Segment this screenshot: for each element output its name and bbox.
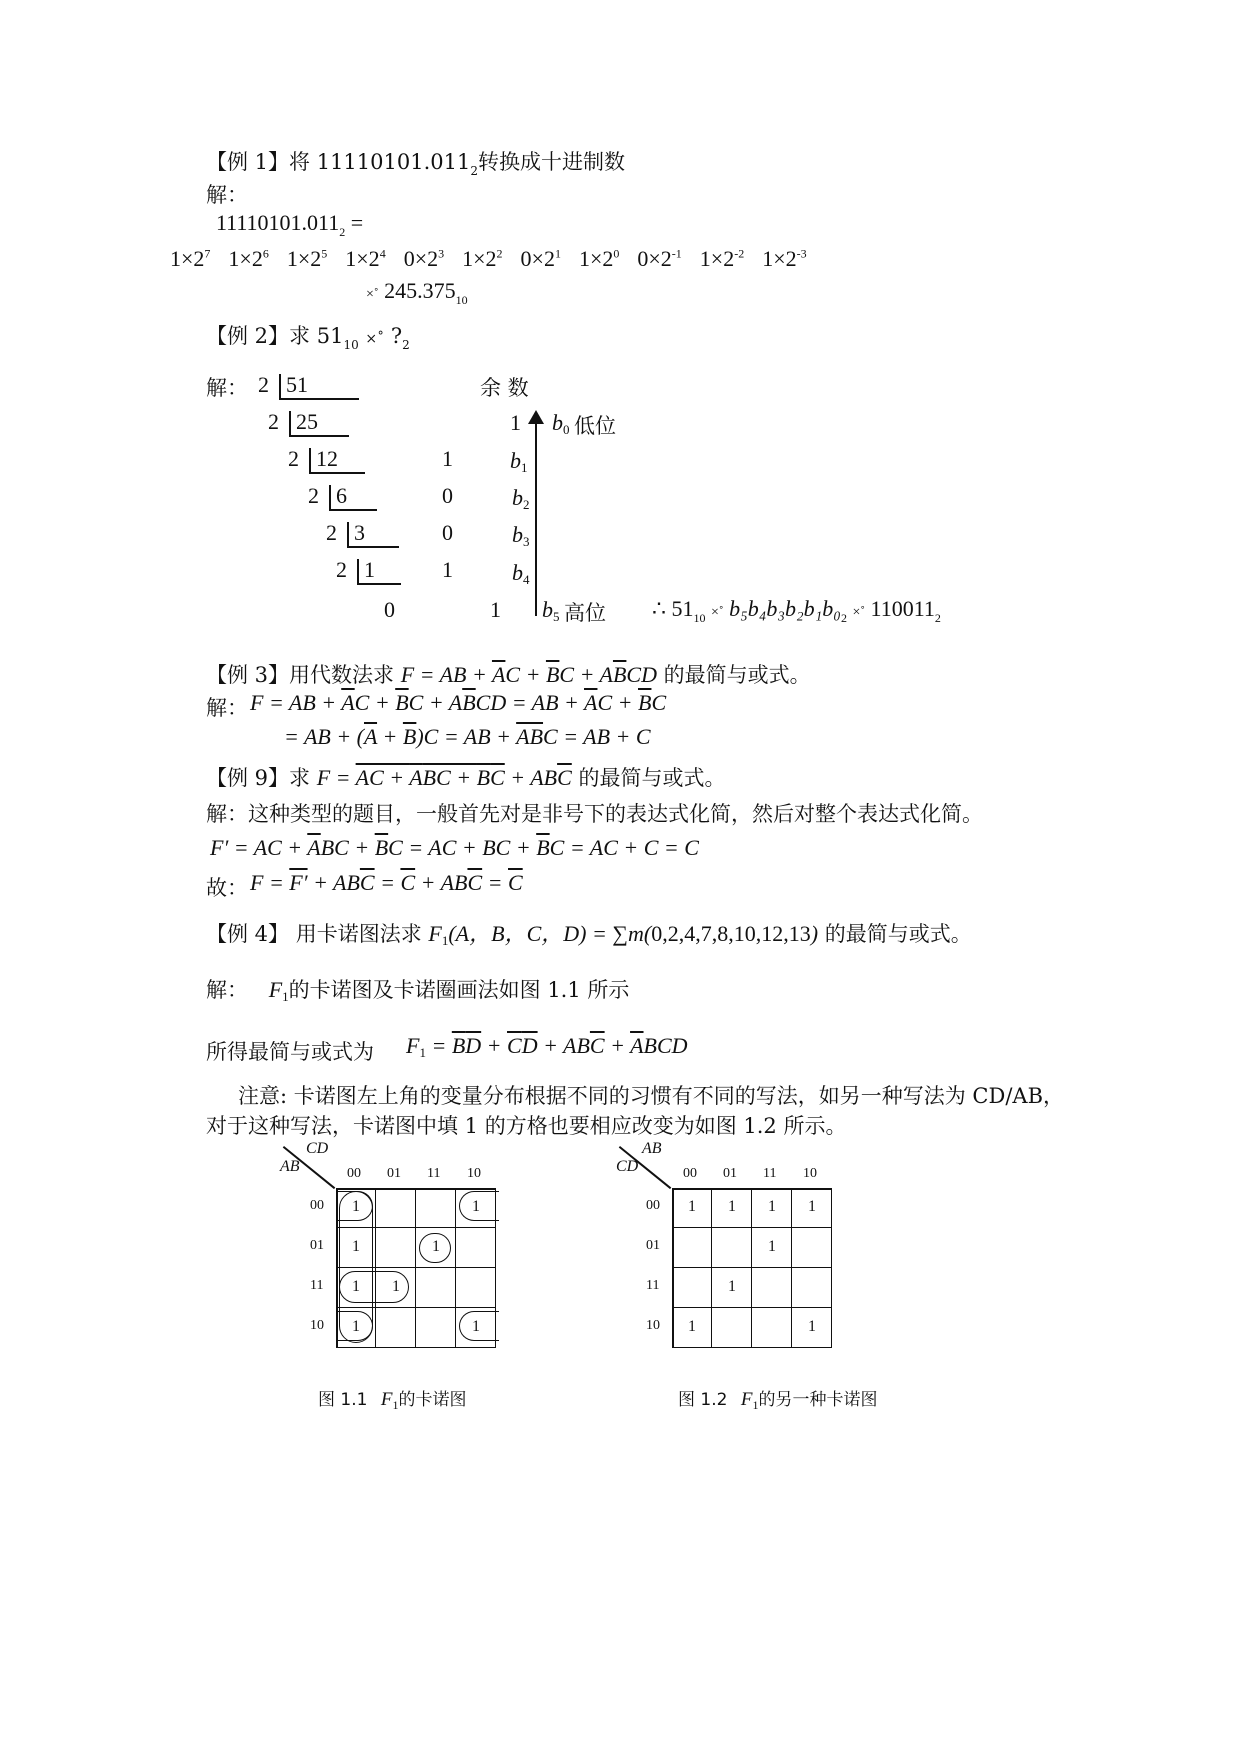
ex2-first-remainder: 1 [510,410,521,435]
dividend: 51 [286,372,308,397]
power-term: $1\times 2^2$ [462,246,503,271]
ex2-conclusion: ∴ $51_{10}$ ×˚ $b_5b_4b_3b_2b_1b_0_2$ ×˚ $110011_2$ [652,596,941,625]
kmap-cell-value: 1 [352,1278,360,1295]
bit-b3: b3 [512,522,530,549]
ex4-result-expression: $F1 = \overline{B}\overline{D} + \overline{C}\overline{D} + AB\overline{C} + \overline{A}BCD$ [406,1033,688,1060]
kmap-cell-value: 1 [768,1238,776,1255]
kmap-row-label: 00 [646,1198,660,1213]
dividend: 12 [316,446,338,471]
kmap1-loop-corner-tr [459,1191,499,1221]
kmap-row-variables: CD [616,1158,639,1175]
kmap-cell [672,1268,712,1308]
ex3-step1: F = AB + $\overline{A}C + \overline{B}C + A\overline{B}CD$ = AB + $\overline{A}C + \overline{B}C$ [250,690,667,715]
ex9-gu: 故： [206,876,248,900]
kmap-cell-value: 1 [688,1198,696,1215]
remainder: 1 [442,446,453,471]
ex3-title: 【例 3】用代数法求 F = AB + $\overline{A}C + \overline{B}C + A\overline{B}CD$ 的最简与或式。 [206,662,811,687]
ex9-explain: 解：这种类型的题目，一般首先对是非号下的表达式化简，然后对整个表达式化简。 [206,802,983,826]
kmap-row-label: 01 [646,1238,660,1253]
power-term: $1\times 2^5$ [286,246,328,271]
kmap-cell [376,1188,416,1228]
division-bar [347,522,349,546]
ex2-title: 【例 2】求 $51_{10}$ ×˚ $?_2$ [206,324,410,352]
kmap1-caption: 图 1.1 $F_1$的卡诺图 [318,1389,467,1412]
kmap1-loop-corner-tl [336,1191,373,1221]
kmap-cell [712,1308,752,1348]
kmap1-loop-corner-bl [336,1311,373,1341]
kmap-col-label: 00 [683,1166,697,1181]
kmap-cell [376,1228,416,1268]
power-term: $1\times 2^0$ [578,246,620,271]
kmap-cell-value: 1 [472,1198,480,1215]
divisor: 2 [258,372,269,397]
division-underline [347,546,399,548]
remainder: 0 [442,483,453,508]
kmap-cell-value: 1 [352,1238,360,1255]
kmap-cell [752,1308,792,1348]
ex2-last-quotient: 0 [384,597,395,622]
ex1-line1: $11110101.011_2$ = [216,210,364,239]
power-term: $1\times 2^{-3}$ [762,246,807,271]
kmap-cell [752,1268,792,1308]
remainder: 0 [442,520,453,545]
kmap-cell-value: 1 [352,1198,360,1215]
kmap-cell [416,1188,456,1228]
kmap-cell-value: 1 [808,1318,816,1335]
division-bar [357,559,359,583]
bit-b1: b1 [510,448,528,475]
kmap-row-label: 00 [310,1198,324,1213]
ex4-title: 【例 4】 用卡诺图法求 F1(A，B，C，D) = ∑m(0,2,4,7,8,10,12,13) 的最简与或式。 [206,921,972,948]
kmap-cell [416,1268,456,1308]
kmap-row-label: 11 [646,1278,660,1293]
arrow-head-icon [528,410,544,424]
kmap-col-label: 01 [387,1166,401,1181]
divisor: 2 [308,483,319,508]
kmap-cell-value: 1 [728,1278,736,1295]
divisor: 2 [326,520,337,545]
division-bar [289,411,291,435]
ex3-jie: 解： [206,696,248,720]
kmap1-loop-row-11 [339,1271,409,1303]
kmap-col-label: 11 [427,1166,441,1181]
ex1-result: ×˚ $245.375_{10}$ [366,278,468,307]
ex2-remainder-header: 余 数 [480,376,529,400]
division-underline [279,398,359,400]
ex1-title: 【例 1】将 $11110101.011_2$转换成十进制数 [206,150,625,178]
kmap-cell-value: 1 [432,1238,440,1255]
kmap-cell [376,1308,416,1348]
divisor: 2 [336,557,347,582]
kmap-cell-value: 1 [728,1198,736,1215]
kmap-cell-value: 1 [352,1318,360,1335]
kmap-col-label: 10 [467,1166,481,1181]
kmap-col-label: 11 [763,1166,777,1181]
kmap-cell-value: 1 [688,1318,696,1335]
kmap-row-label: 10 [646,1318,660,1333]
bit-order-arrow [535,420,537,616]
division-underline [357,583,401,585]
kmap-row-label: 10 [310,1318,324,1333]
low-bit-label: 低位 [574,414,616,438]
divisor: 2 [268,409,279,434]
kmap1-loop-single-0111 [419,1233,451,1263]
dividend: 3 [354,520,365,545]
dividend: 1 [364,557,375,582]
division-bar [309,448,311,472]
kmap-col-label: 01 [723,1166,737,1181]
ex4-note-line1: 注意: 卡诺图左上角的变量分布根据不同的习惯有不同的写法，如另一种写法为 CD/AB， [238,1084,1065,1108]
dividend: 25 [296,409,318,434]
ex3-step2: = AB + $(\overline{A} + \overline{B})C$ = AB + $\overline{AB}C$ = AB + C [284,724,651,749]
ex4-result-label: 所得最简与或式为 [206,1040,374,1064]
division-bar [329,485,331,509]
division-underline [289,435,349,437]
bit-b5: b5 [542,597,560,624]
kmap-cell-value: 1 [808,1198,816,1215]
divisor: 2 [288,446,299,471]
kmap2-caption: 图 1.2 $F_1$的另一种卡诺图 [678,1389,878,1412]
high-bit-label: 高位 [564,601,606,625]
bit-b2: b2 [512,485,530,512]
kmap-cell-value: 1 [392,1278,400,1295]
kmap-row-variables: AB [280,1158,300,1175]
division-bar [279,374,281,398]
kmap-cell [672,1228,712,1268]
power-term: $0\times 2^{-1}$ [637,246,682,271]
ex9-fprime: F′ = AC + $\overline{A}BC + \overline{B}C$ = AC + BC + $\overline{B}C$ = AC + C = C [210,835,699,860]
kmap-cell [792,1228,832,1268]
kmap-column-variables: CD [306,1140,329,1157]
kmap-row-label: 01 [310,1238,324,1253]
division-underline [309,472,365,474]
division-underline [329,509,377,511]
kmap-col-label: 10 [803,1166,817,1181]
ex9-title: 【例 9】求 F = AC + ABC + BC + $AB\overline{C}$ 的最简与或式。 [206,765,726,790]
power-term: $0\times 2^3$ [403,246,445,271]
kmap-col-label: 00 [347,1166,361,1181]
bit-b4: b4 [512,560,530,587]
power-term: $1\times 2^7$ [170,246,211,271]
power-term: $1\times 2^6$ [228,246,269,271]
kmap-cell [456,1268,496,1308]
kmap-cell [456,1228,496,1268]
remainder: 1 [442,557,453,582]
bit-b0: b0 [552,410,570,437]
kmap-row-label: 11 [310,1278,324,1293]
power-term: $1\times 2^{-2}$ [699,246,745,271]
power-term: $1\times 2^4$ [345,246,386,271]
ex1-power-expansion [170,246,825,272]
ex2-last-remainder: 1 [490,597,501,622]
ex1-jie: 解： [206,183,248,207]
kmap-cell-value: 1 [768,1198,776,1215]
kmap-cell [792,1268,832,1308]
power-term: $0\times 2^1$ [520,246,561,271]
ex9-result: $F = F' + AB\overline{C} = \overline{C} + AB\overline{C} = \overline{C}$ [250,870,523,895]
ex4-note-line2: 对于这种写法，卡诺图中填 1 的方格也要相应改变为如图 1.2 所示。 [206,1114,847,1138]
kmap-cell-value: 1 [472,1318,480,1335]
kmap-cell [416,1308,456,1348]
kmap-column-variables: AB [642,1140,662,1157]
ex4-jie: 解： F1的卡诺图及卡诺圈画法如图 1.1 所示 [206,977,630,1004]
kmap1-loop-corner-br [459,1311,499,1341]
ex2-jie: 解： [206,376,248,400]
dividend: 6 [336,483,347,508]
kmap-cell [712,1228,752,1268]
